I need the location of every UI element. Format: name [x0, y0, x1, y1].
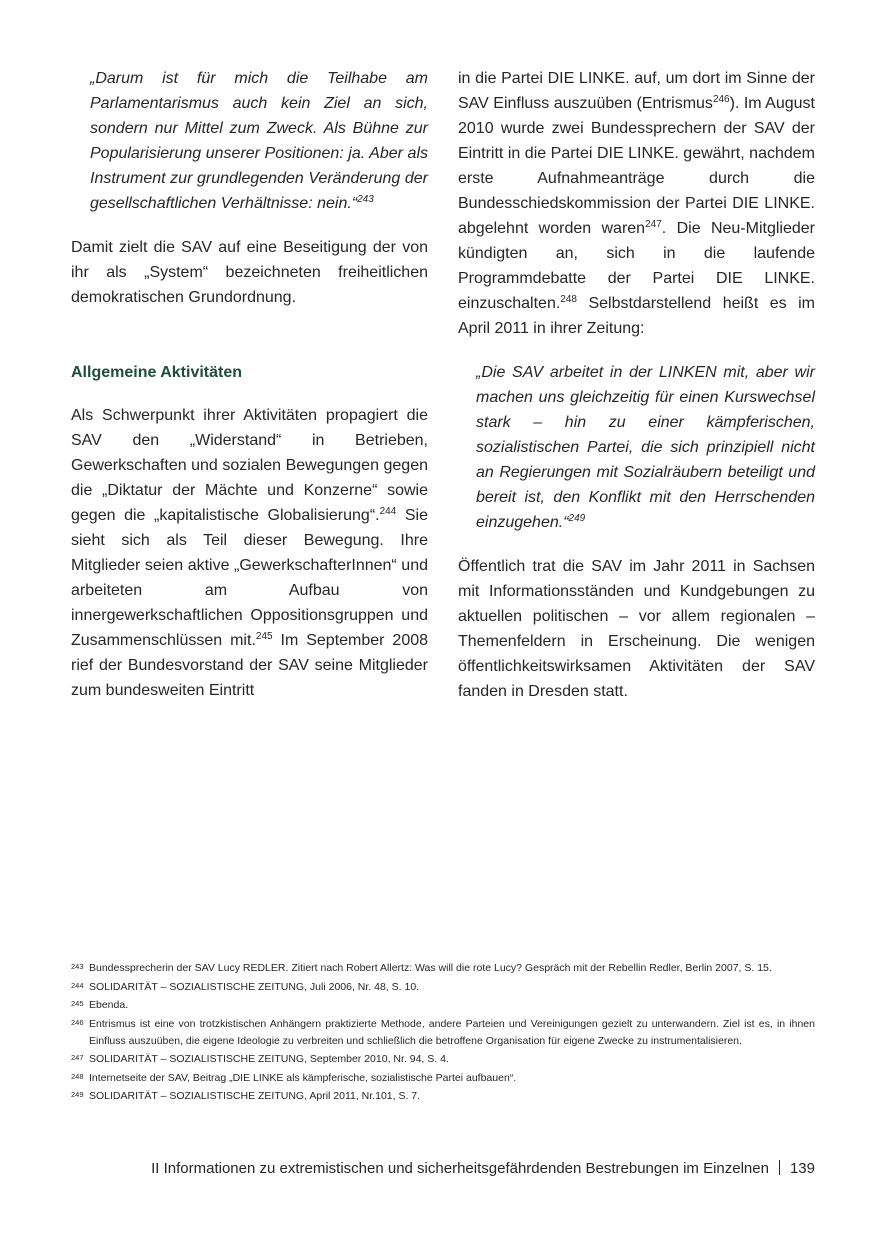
footer-divider: [779, 1160, 780, 1175]
chapter-title: II Informationen zu extremistischen und sicherheitsgefährdenden Bestrebungen im Einzelnen: [151, 1160, 769, 1177]
quote-249: „Die SAV arbeitet in der LINKEN mit, aber wir machen uns gleichzeitig für einen Kurswechsel stark – hin zu einer kämpferischen, sozialistischen Partei, die sich prinzipiell nicht an Regierungen mit Sozialräubern beteiligt und bereit ist, den Konflikt mit den Herrschenden einzugehen.“$^{249}$: [476, 364, 815, 531]
paragraph-activities: Als Schwerpunkt ihrer Aktivitäten propagiert die SAV den „Widerstand“ in Betrieben, Gewerkschaften und sozialen Bewegungen gegen die „Diktatur der Mächte und Konzerne“ sowie gegen die „kapitalistische Globalisierung“.$^{244}$ Sie sieht sich als Teil dieser Bewegung. Ihre Mitglieder seien aktive „GewerkschafterInnen“ und arbeiteten am Aufbau von innergewerkschaftlichen Oppositionsgruppen und Zusammenschlüssen mit.$^{245}$ Im September 2008 rief der Bundesvorstand der SAV seine Mitglieder zum bundesweiten Eintritt: [71, 407, 429, 699]
paragraph-system: Damit zielt die SAV auf eine Beseitigung der von ihr als „System“ bezeichneten freiheitlichen demokratischen Grundordnung.: [71, 239, 428, 306]
footnote-ref-249[interactable]: 249: [568, 513, 586, 524]
paragraph-entrismus: in die Partei DIE LINKE. auf, um dort im Sinne der SAV Einfluss auszuüben (Entrismus$^{246}$). Im August 2010 wurde zwei Bundessprechern der SAV der Eintritt in die Partei DIE LINKE. gewährt, nachdem erste Aufnahmeanträge durch die Bundesschiedskommission der Partei DIE LINKE. abgelehnt worden waren$^{247}$. Die Neu-Mitglieder kündigten an, sich in die laufende Programmdebatte der Partei DIE LINKE. einzuschalten.$^{248}$ Selbstdarstellend heißt es im April 2011 in ihrer Zeitung:: [458, 70, 815, 337]
footnote-item: 245 Ebenda.: [71, 999, 129, 1011]
left-column: [71, 66, 428, 703]
footnote-item: 243 Bundessprecherin der SAV Lucy REDLER. Zitiert nach Robert Allertz: Was will die rote Lucy? Gespräch mit der Rebellin Redler, Berlin 2007, S. 15.: [71, 962, 772, 974]
footnote-ref-245[interactable]: 245: [255, 631, 273, 642]
footnote-ref-244[interactable]: 244: [379, 506, 397, 517]
paragraph-sachsen: Öffentlich trat die SAV im Jahr 2011 in Sachsen mit Informationsständen und Kundgebungen zu aktuellen politischen – vor allem regionalen – Themenfeldern in Erscheinung. Die wenigen öffentlichkeitswirksamen Aktivitäten der SAV fanden in Dresden statt.: [458, 558, 815, 700]
right-column: [458, 66, 815, 704]
footnote-item: 246 Entrismus ist eine von trotzkistischen Anhängern praktizierte Methode, andere Parteien und Vereinigungen gezielt zu unterwandern. Ziel ist es, in ihnen Einfluss auszuüben, die eigene Ideologie zu verbreiten und schließlich die betroffene Organisation für eigene Zwecke zu instrumentalisieren.: [71, 1017, 815, 1047]
footnotes: [71, 960, 815, 1107]
footnote-item: 244 SOLIDARITÄT – SOZIALISTISCHE ZEITUNG, Juli 2006, Nr. 48, S. 10.: [71, 980, 420, 993]
footnote-item: 248 Internetseite der SAV, Beitrag „DIE LINKE als kämpferische, sozialistische Partei aufbauen“.: [71, 1071, 517, 1084]
section-heading: Allgemeine Aktivitäten: [71, 364, 243, 381]
page-footer: [151, 1160, 815, 1177]
footnote-ref-247[interactable]: 247: [645, 219, 662, 230]
quote-243: „Darum ist für mich die Teilhabe am Parlamentarismus auch kein Ziel an sich, sondern nur Mittel zum Zweck. Als Bühne zur Popularisierung unserer Positionen: ja. Aber als Instrument zur grundlegenden Veränderung der gesellschaftlichen Verhältnisse: nein.“$^{243}$: [90, 70, 428, 212]
page-number: 139: [789, 1160, 815, 1177]
footnote-ref-246[interactable]: 246: [712, 94, 730, 105]
footnote-item: 249 SOLIDARITÄT – SOZIALISTISCHE ZEITUNG, April 2011, Nr.101, S. 7.: [71, 1090, 421, 1102]
footnote-item: 247 SOLIDARITÄT – SOZIALISTISCHE ZEITUNG, September 2010, Nr. 94, S. 4.: [71, 1053, 449, 1065]
footnote-ref-248[interactable]: 248: [560, 294, 577, 305]
footnote-ref-243[interactable]: 243: [357, 194, 374, 205]
